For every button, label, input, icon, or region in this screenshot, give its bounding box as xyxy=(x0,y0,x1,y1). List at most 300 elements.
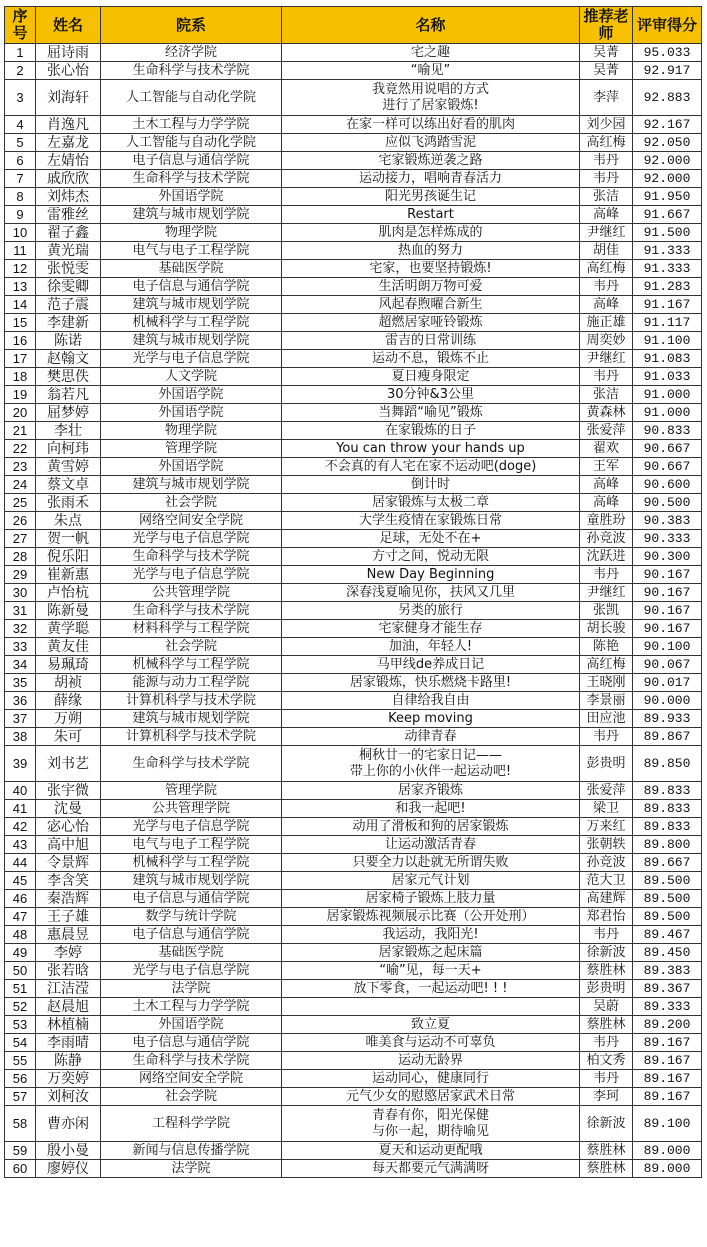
cell-no: 17 xyxy=(5,350,36,368)
cell-teacher: 尹继红 xyxy=(580,584,633,602)
cell-teacher: 高峰 xyxy=(580,296,633,314)
cell-title: 居家元气计划 xyxy=(282,872,580,890)
table-row xyxy=(5,494,702,512)
table-row xyxy=(5,854,702,872)
cell-title: 我竟然用说唱的方式 进行了居家锻炼! xyxy=(282,80,580,116)
cell-no: 45 xyxy=(5,872,36,890)
cell-title: 雷吉的日常训练 xyxy=(282,332,580,350)
cell-title: 阳光男孩诞生记 xyxy=(282,188,580,206)
cell-name: 樊思佚 xyxy=(36,368,101,386)
table-row xyxy=(5,800,702,818)
cell-score: 89.667 xyxy=(633,854,702,872)
table-row xyxy=(5,332,702,350)
cell-no: 51 xyxy=(5,980,36,998)
cell-teacher: 韦丹 xyxy=(580,368,633,386)
cell-teacher: 彭贵明 xyxy=(580,980,633,998)
cell-name: 惠晨昱 xyxy=(36,926,101,944)
cell-dept: 网络空间安全学院 xyxy=(101,512,282,530)
cell-score: 89.200 xyxy=(633,1016,702,1034)
cell-teacher: 高红梅 xyxy=(580,656,633,674)
cell-teacher: 韦丹 xyxy=(580,728,633,746)
cell-title: 倒计时 xyxy=(282,476,580,494)
table-row xyxy=(5,188,702,206)
cell-name: 赵晨旭 xyxy=(36,998,101,1016)
cell-score: 89.933 xyxy=(633,710,702,728)
cell-title: 马甲线de养成日记 xyxy=(282,656,580,674)
cell-no: 14 xyxy=(5,296,36,314)
table-row xyxy=(5,1052,702,1070)
cell-name: 朱点 xyxy=(36,512,101,530)
cell-teacher: 梁卫 xyxy=(580,800,633,818)
cell-dept: 建筑与城市规划学院 xyxy=(101,332,282,350)
cell-score: 89.000 xyxy=(633,1160,702,1178)
cell-title: 应似飞鸿踏雪泥 xyxy=(282,134,580,152)
cell-score: 89.467 xyxy=(633,926,702,944)
table-row xyxy=(5,1088,702,1106)
table-row xyxy=(5,314,702,332)
cell-name: 曹亦闲 xyxy=(36,1106,101,1142)
cell-name: 殷小曼 xyxy=(36,1142,101,1160)
table-row xyxy=(5,836,702,854)
cell-dept: 物理学院 xyxy=(101,422,282,440)
cell-title: 每天都要元气满满呀 xyxy=(282,1160,580,1178)
cell-teacher: 柏文秀 xyxy=(580,1052,633,1070)
cell-score: 95.033 xyxy=(633,44,702,62)
cell-name: 江洁滢 xyxy=(36,980,101,998)
cell-no: 41 xyxy=(5,800,36,818)
cell-no: 32 xyxy=(5,620,36,638)
cell-name: 李壮 xyxy=(36,422,101,440)
cell-no: 6 xyxy=(5,152,36,170)
cell-score: 90.167 xyxy=(633,602,702,620)
table-row xyxy=(5,1106,702,1142)
cell-teacher: 高峰 xyxy=(580,476,633,494)
cell-name: 范子震 xyxy=(36,296,101,314)
cell-title: Restart xyxy=(282,206,580,224)
cell-name: 赵翰文 xyxy=(36,350,101,368)
cell-title: 在家锻炼的日子 xyxy=(282,422,580,440)
cell-no: 2 xyxy=(5,62,36,80)
cell-teacher: 施正雄 xyxy=(580,314,633,332)
cell-title: 风起春煦曜合新生 xyxy=(282,296,580,314)
cell-teacher: 徐新波 xyxy=(580,1106,633,1142)
cell-name: 刘书艺 xyxy=(36,746,101,782)
cell-name: 翁若凡 xyxy=(36,386,101,404)
cell-title: “喻见” xyxy=(282,62,580,80)
cell-teacher: 蔡胜林 xyxy=(580,1160,633,1178)
header-name: 姓名 xyxy=(36,7,101,44)
cell-teacher: 高建辉 xyxy=(580,890,633,908)
cell-no: 21 xyxy=(5,422,36,440)
cell-dept: 电子信息与通信学院 xyxy=(101,926,282,944)
cell-dept: 人文学院 xyxy=(101,368,282,386)
cell-score: 90.167 xyxy=(633,584,702,602)
table-row xyxy=(5,422,702,440)
cell-title: 居家锻炼与太极二章 xyxy=(282,494,580,512)
cell-name: 陈诺 xyxy=(36,332,101,350)
cell-name: 薛缘 xyxy=(36,692,101,710)
cell-name: 张若晗 xyxy=(36,962,101,980)
results-table xyxy=(4,6,702,1178)
cell-dept: 物理学院 xyxy=(101,224,282,242)
cell-teacher: 胡佳 xyxy=(580,242,633,260)
cell-teacher: 周奕妙 xyxy=(580,332,633,350)
cell-title: 另类的旅行 xyxy=(282,602,580,620)
cell-dept: 建筑与城市规划学院 xyxy=(101,710,282,728)
cell-score: 89.367 xyxy=(633,980,702,998)
cell-name: 朱可 xyxy=(36,728,101,746)
cell-name: 蔡文卓 xyxy=(36,476,101,494)
cell-dept: 机械科学与工程学院 xyxy=(101,314,282,332)
cell-score: 91.000 xyxy=(633,404,702,422)
cell-name: 张宇微 xyxy=(36,782,101,800)
cell-name: 张悦雯 xyxy=(36,260,101,278)
cell-name: 万朔 xyxy=(36,710,101,728)
cell-title: 宅家锻炼逆袭之路 xyxy=(282,152,580,170)
cell-no: 44 xyxy=(5,854,36,872)
cell-score: 91.083 xyxy=(633,350,702,368)
cell-score: 90.333 xyxy=(633,530,702,548)
cell-dept: 建筑与城市规划学院 xyxy=(101,476,282,494)
table-row xyxy=(5,962,702,980)
table-row xyxy=(5,512,702,530)
cell-name: 倪乐阳 xyxy=(36,548,101,566)
cell-no: 27 xyxy=(5,530,36,548)
cell-title: 居家齐锻炼 xyxy=(282,782,580,800)
cell-teacher: 郑君怡 xyxy=(580,908,633,926)
cell-dept: 生命科学与技术学院 xyxy=(101,548,282,566)
cell-name: 崔新惠 xyxy=(36,566,101,584)
cell-no: 3 xyxy=(5,80,36,116)
cell-name: 向柯玮 xyxy=(36,440,101,458)
table-row xyxy=(5,1142,702,1160)
cell-dept: 建筑与城市规划学院 xyxy=(101,206,282,224)
cell-name: 高中旭 xyxy=(36,836,101,854)
cell-dept: 电子信息与通信学院 xyxy=(101,1034,282,1052)
cell-no: 58 xyxy=(5,1106,36,1142)
cell-dept: 外国语学院 xyxy=(101,404,282,422)
cell-score: 90.667 xyxy=(633,440,702,458)
cell-dept: 机械科学与工程学院 xyxy=(101,656,282,674)
cell-score: 91.283 xyxy=(633,278,702,296)
cell-dept: 生命科学与技术学院 xyxy=(101,602,282,620)
table-row xyxy=(5,872,702,890)
cell-score: 89.833 xyxy=(633,818,702,836)
cell-title: 方寸之间，悦动无限 xyxy=(282,548,580,566)
cell-dept: 土木工程与力学学院 xyxy=(101,998,282,1016)
table-row xyxy=(5,602,702,620)
cell-dept: 外国语学院 xyxy=(101,1016,282,1034)
cell-no: 34 xyxy=(5,656,36,674)
cell-title: 热血的努力 xyxy=(282,242,580,260)
table-row xyxy=(5,620,702,638)
cell-dept: 工程科学学院 xyxy=(101,1106,282,1142)
cell-name: 卢怡杭 xyxy=(36,584,101,602)
cell-title: 和我一起吧! xyxy=(282,800,580,818)
cell-teacher: 万来红 xyxy=(580,818,633,836)
header-no: 序号 xyxy=(5,7,36,44)
cell-name: 沈曼 xyxy=(36,800,101,818)
cell-no: 1 xyxy=(5,44,36,62)
cell-teacher: 张洁 xyxy=(580,188,633,206)
table-row xyxy=(5,908,702,926)
cell-dept: 法学院 xyxy=(101,1160,282,1178)
cell-title: 居家锻炼之起床篇 xyxy=(282,944,580,962)
cell-title xyxy=(282,998,580,1016)
cell-dept: 新闻与信息传播学院 xyxy=(101,1142,282,1160)
cell-title: You can throw your hands up xyxy=(282,440,580,458)
cell-dept: 机械科学与工程学院 xyxy=(101,854,282,872)
table-row xyxy=(5,980,702,998)
table-row xyxy=(5,944,702,962)
cell-title: 运动不息，锻炼不止 xyxy=(282,350,580,368)
cell-title: 我运动，我阳光! xyxy=(282,926,580,944)
cell-score: 89.383 xyxy=(633,962,702,980)
cell-title: 自律给我自由 xyxy=(282,692,580,710)
cell-no: 12 xyxy=(5,260,36,278)
table-row xyxy=(5,1016,702,1034)
cell-title: 只要全力以赴就无所谓失败 xyxy=(282,854,580,872)
cell-score: 91.117 xyxy=(633,314,702,332)
cell-teacher: 张爱萍 xyxy=(580,422,633,440)
cell-score: 89.100 xyxy=(633,1106,702,1142)
table-row xyxy=(5,368,702,386)
cell-name: 刘柯汝 xyxy=(36,1088,101,1106)
cell-title: 在家一样可以练出好看的肌肉 xyxy=(282,116,580,134)
cell-no: 39 xyxy=(5,746,36,782)
cell-score: 89.800 xyxy=(633,836,702,854)
cell-no: 16 xyxy=(5,332,36,350)
cell-score: 92.917 xyxy=(633,62,702,80)
cell-no: 40 xyxy=(5,782,36,800)
cell-title: 30分钟&3公里 xyxy=(282,386,580,404)
table-row xyxy=(5,404,702,422)
cell-teacher: 韦丹 xyxy=(580,170,633,188)
cell-dept: 网络空间安全学院 xyxy=(101,1070,282,1088)
cell-no: 28 xyxy=(5,548,36,566)
cell-score: 90.017 xyxy=(633,674,702,692)
cell-title: 夏天和运动更配哦 xyxy=(282,1142,580,1160)
cell-score: 90.300 xyxy=(633,548,702,566)
table-row xyxy=(5,998,702,1016)
cell-no: 18 xyxy=(5,368,36,386)
cell-dept: 生命科学与技术学院 xyxy=(101,746,282,782)
cell-teacher: 韦丹 xyxy=(580,278,633,296)
cell-no: 52 xyxy=(5,998,36,1016)
table-row xyxy=(5,170,702,188)
cell-score: 89.167 xyxy=(633,1034,702,1052)
cell-dept: 社会学院 xyxy=(101,638,282,656)
table-row xyxy=(5,476,702,494)
cell-name: 左婧怡 xyxy=(36,152,101,170)
cell-dept: 电气与电子工程学院 xyxy=(101,836,282,854)
cell-title: 足球，无处不在+ xyxy=(282,530,580,548)
table-row xyxy=(5,260,702,278)
cell-title: 加油，年轻人! xyxy=(282,638,580,656)
cell-score: 92.050 xyxy=(633,134,702,152)
cell-name: 黄学聪 xyxy=(36,620,101,638)
table-row xyxy=(5,116,702,134)
cell-score: 92.167 xyxy=(633,116,702,134)
cell-title: 动律青春 xyxy=(282,728,580,746)
cell-name: 易珮琦 xyxy=(36,656,101,674)
cell-score: 91.333 xyxy=(633,242,702,260)
cell-teacher: 张朝轶 xyxy=(580,836,633,854)
cell-teacher: 翟欢 xyxy=(580,440,633,458)
cell-name: 李雨晴 xyxy=(36,1034,101,1052)
cell-name: 徐雯卿 xyxy=(36,278,101,296)
cell-no: 4 xyxy=(5,116,36,134)
cell-name: 贺一帆 xyxy=(36,530,101,548)
cell-no: 31 xyxy=(5,602,36,620)
cell-dept: 人工智能与自动化学院 xyxy=(101,80,282,116)
cell-teacher: 吴菁 xyxy=(580,44,633,62)
cell-name: 陈静 xyxy=(36,1052,101,1070)
cell-teacher: 张洁 xyxy=(580,386,633,404)
cell-teacher: 韦丹 xyxy=(580,926,633,944)
cell-score: 89.867 xyxy=(633,728,702,746)
cell-no: 55 xyxy=(5,1052,36,1070)
cell-score: 92.000 xyxy=(633,152,702,170)
cell-teacher: 李萍 xyxy=(580,80,633,116)
cell-name: 屈诗雨 xyxy=(36,44,101,62)
cell-name: 林植楠 xyxy=(36,1016,101,1034)
cell-title: 生活明朗万物可爱 xyxy=(282,278,580,296)
cell-no: 29 xyxy=(5,566,36,584)
cell-title: 夏日瘦身限定 xyxy=(282,368,580,386)
cell-dept: 材料科学与工程学院 xyxy=(101,620,282,638)
cell-no: 47 xyxy=(5,908,36,926)
cell-dept: 电子信息与通信学院 xyxy=(101,278,282,296)
cell-no: 43 xyxy=(5,836,36,854)
cell-score: 90.600 xyxy=(633,476,702,494)
table-row xyxy=(5,728,702,746)
cell-score: 91.000 xyxy=(633,386,702,404)
cell-dept: 外国语学院 xyxy=(101,458,282,476)
cell-teacher: 胡长骏 xyxy=(580,620,633,638)
cell-title: 不会真的有人宅在家不运动吧(doge) xyxy=(282,458,580,476)
cell-no: 36 xyxy=(5,692,36,710)
cell-score: 91.500 xyxy=(633,224,702,242)
table-row xyxy=(5,386,702,404)
cell-no: 37 xyxy=(5,710,36,728)
cell-title: 居家椅子锻炼上肢力量 xyxy=(282,890,580,908)
cell-teacher: 高红梅 xyxy=(580,134,633,152)
cell-score: 89.833 xyxy=(633,800,702,818)
cell-score: 89.500 xyxy=(633,890,702,908)
cell-no: 8 xyxy=(5,188,36,206)
cell-name: 刘海轩 xyxy=(36,80,101,116)
cell-teacher: 王晓刚 xyxy=(580,674,633,692)
table-row xyxy=(5,44,702,62)
cell-dept: 电子信息与通信学院 xyxy=(101,152,282,170)
cell-no: 42 xyxy=(5,818,36,836)
cell-title: 致立夏 xyxy=(282,1016,580,1034)
cell-no: 9 xyxy=(5,206,36,224)
table-row xyxy=(5,566,702,584)
cell-teacher: 尹继红 xyxy=(580,350,633,368)
table-row xyxy=(5,890,702,908)
cell-teacher: 沈跃进 xyxy=(580,548,633,566)
cell-teacher: 范大卫 xyxy=(580,872,633,890)
cell-name: 胡祯 xyxy=(36,674,101,692)
cell-teacher: 尹继红 xyxy=(580,224,633,242)
cell-title: 宅之趣 xyxy=(282,44,580,62)
cell-no: 25 xyxy=(5,494,36,512)
cell-score: 91.033 xyxy=(633,368,702,386)
table-row xyxy=(5,152,702,170)
table-row xyxy=(5,656,702,674)
cell-name: 万奕婷 xyxy=(36,1070,101,1088)
cell-score: 90.100 xyxy=(633,638,702,656)
table-row xyxy=(5,296,702,314)
cell-teacher: 蔡胜林 xyxy=(580,1016,633,1034)
table-row xyxy=(5,710,702,728)
cell-name: 张心怡 xyxy=(36,62,101,80)
table-row xyxy=(5,350,702,368)
cell-score: 91.167 xyxy=(633,296,702,314)
cell-no: 46 xyxy=(5,890,36,908)
cell-score: 92.000 xyxy=(633,170,702,188)
cell-dept: 计算机科学与技术学院 xyxy=(101,692,282,710)
cell-teacher: 陈艳 xyxy=(580,638,633,656)
cell-teacher: 韦丹 xyxy=(580,566,633,584)
cell-no: 26 xyxy=(5,512,36,530)
cell-title: 动用了滑板和狗的居家锻炼 xyxy=(282,818,580,836)
cell-no: 19 xyxy=(5,386,36,404)
table-row xyxy=(5,80,702,116)
cell-score: 90.667 xyxy=(633,458,702,476)
cell-teacher: 韦丹 xyxy=(580,1070,633,1088)
cell-no: 54 xyxy=(5,1034,36,1052)
cell-no: 50 xyxy=(5,962,36,980)
cell-no: 57 xyxy=(5,1088,36,1106)
cell-dept: 光学与电子信息学院 xyxy=(101,818,282,836)
cell-score: 90.833 xyxy=(633,422,702,440)
cell-score: 89.167 xyxy=(633,1052,702,1070)
table-row xyxy=(5,458,702,476)
cell-name: 戚欣欣 xyxy=(36,170,101,188)
cell-name: 廖婷仪 xyxy=(36,1160,101,1178)
cell-name: 黄光瑞 xyxy=(36,242,101,260)
table-row xyxy=(5,926,702,944)
cell-no: 38 xyxy=(5,728,36,746)
cell-dept: 社会学院 xyxy=(101,1088,282,1106)
cell-score: 89.167 xyxy=(633,1070,702,1088)
table-row xyxy=(5,584,702,602)
cell-dept: 光学与电子信息学院 xyxy=(101,530,282,548)
cell-title: New Day Beginning xyxy=(282,566,580,584)
cell-name: 宓心怡 xyxy=(36,818,101,836)
cell-dept: 管理学院 xyxy=(101,782,282,800)
cell-teacher: 徐新波 xyxy=(580,944,633,962)
cell-teacher: 田应池 xyxy=(580,710,633,728)
cell-score: 91.950 xyxy=(633,188,702,206)
cell-title: 让运动激活青春 xyxy=(282,836,580,854)
cell-dept: 建筑与城市规划学院 xyxy=(101,296,282,314)
cell-dept: 生命科学与技术学院 xyxy=(101,170,282,188)
cell-no: 48 xyxy=(5,926,36,944)
cell-teacher: 吴菁 xyxy=(580,62,633,80)
header-row xyxy=(5,7,702,44)
cell-no: 15 xyxy=(5,314,36,332)
table-row xyxy=(5,1160,702,1178)
cell-no: 23 xyxy=(5,458,36,476)
cell-teacher: 黄森林 xyxy=(580,404,633,422)
cell-teacher: 童胜玢 xyxy=(580,512,633,530)
cell-no: 30 xyxy=(5,584,36,602)
cell-title: 运动同心，健康同行 xyxy=(282,1070,580,1088)
